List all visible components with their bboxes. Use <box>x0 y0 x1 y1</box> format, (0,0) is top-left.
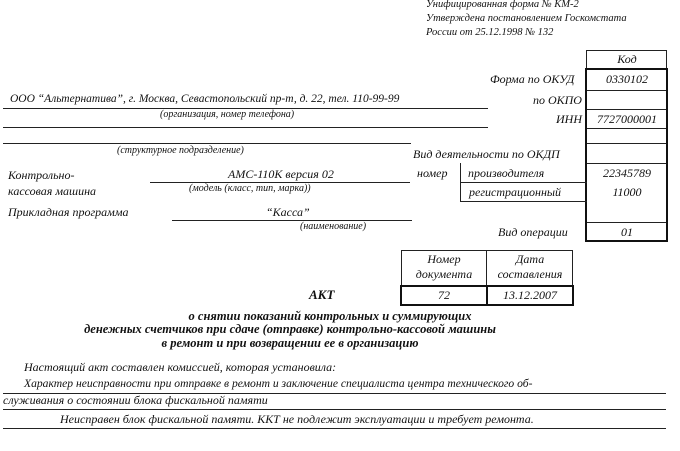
kkm-model[interactable]: АМС-110К версия 02 <box>228 167 334 181</box>
act-label: АКТ <box>309 287 335 302</box>
program-caption: (наименование) <box>300 221 367 232</box>
act-title-line1: о снятии показаний контрольных и суммирующих <box>188 309 472 323</box>
code-title-right-border <box>666 50 667 68</box>
number-subtable-bottom <box>460 201 587 202</box>
inn-row-line-2 <box>587 143 666 144</box>
inn-label: ИНН <box>556 112 582 126</box>
doc-date-header: Дата составления <box>497 252 563 281</box>
okpo-row-line <box>587 109 666 110</box>
approval-line: Утверждена постановлением Госкомстата <box>426 13 627 24</box>
division-underline <box>3 143 411 144</box>
code-column-title: Код <box>617 52 637 66</box>
approval-date-line: России от 25.12.1998 № 132 <box>426 27 554 38</box>
form-number-line: Унифицированная форма № КМ-2 <box>426 0 579 10</box>
kkm-model-caption: (модель (класс, тип, марка)) <box>189 183 311 194</box>
number-label: номер <box>417 166 448 180</box>
manufacturer-label: производителя <box>468 166 545 180</box>
inn-value[interactable]: 7727000001 <box>597 112 657 126</box>
okud-row-line <box>587 90 666 91</box>
body-underline-2 <box>3 409 666 410</box>
code-title-divider <box>586 50 666 51</box>
organization-caption: (организация, номер телефона) <box>160 109 295 120</box>
program-underline <box>172 220 412 221</box>
okud-value[interactable]: 0330102 <box>606 72 648 86</box>
okdp-row-line <box>587 163 666 164</box>
number-subtable-mid <box>460 182 587 183</box>
operation-label: Вид операции <box>498 225 568 239</box>
organization-second-line <box>3 127 488 128</box>
act-title-line2: денежных счетчиков при сдаче (отправке) контрольно-кассовой машины <box>84 322 496 336</box>
registration-value[interactable]: 11000 <box>612 185 642 199</box>
okpo-label: по ОКПО <box>533 93 582 107</box>
division-caption: (структурное подразделение) <box>117 145 244 156</box>
program-label: Прикладная программа <box>8 205 129 219</box>
inn-row-line <box>587 128 666 129</box>
okud-label: Форма по ОКУД <box>490 72 575 86</box>
okdp-label: Вид деятельности по ОКДП <box>413 147 560 161</box>
act-title-line3: в ремонт и при возвращении ее в организацию <box>161 336 419 350</box>
code-box <box>585 68 668 242</box>
kkm-label-line1: Контрольно- <box>8 168 75 182</box>
body-line2: Характер неисправности при отправке в ремонт и заключение специалиста центра технического об- <box>24 377 533 390</box>
registration-label: регистрационный <box>469 185 562 199</box>
body-underline-3 <box>3 428 666 429</box>
body-line3: служивания о состоянии блока фискальной памяти <box>3 393 268 407</box>
body-line4[interactable]: Неисправен блок фискальной памяти. ККТ не подлежит эксплуатации и требует ремонта. <box>60 412 534 426</box>
registration-row-line <box>587 222 666 223</box>
program-name[interactable]: “Касса” <box>266 205 310 219</box>
operation-value[interactable]: 01 <box>621 225 633 239</box>
doc-header-divider <box>486 250 487 285</box>
kkm-label-line2: кассовая машина <box>8 184 97 198</box>
doc-number-header: Номер документа <box>415 252 473 281</box>
code-title-left-border <box>586 50 587 68</box>
doc-date-value[interactable]: 13.12.2007 <box>503 288 557 302</box>
doc-number-value[interactable]: 72 <box>438 288 450 302</box>
organization-name[interactable]: ООО “Альтернатива”, г. Москва, Севастопольский пр-т, д. 22, тел. 110-99-99 <box>10 93 400 105</box>
manufacturer-value[interactable]: 22345789 <box>603 166 651 180</box>
body-line1: Настоящий акт составлен комиссией, которая установила: <box>24 360 337 374</box>
